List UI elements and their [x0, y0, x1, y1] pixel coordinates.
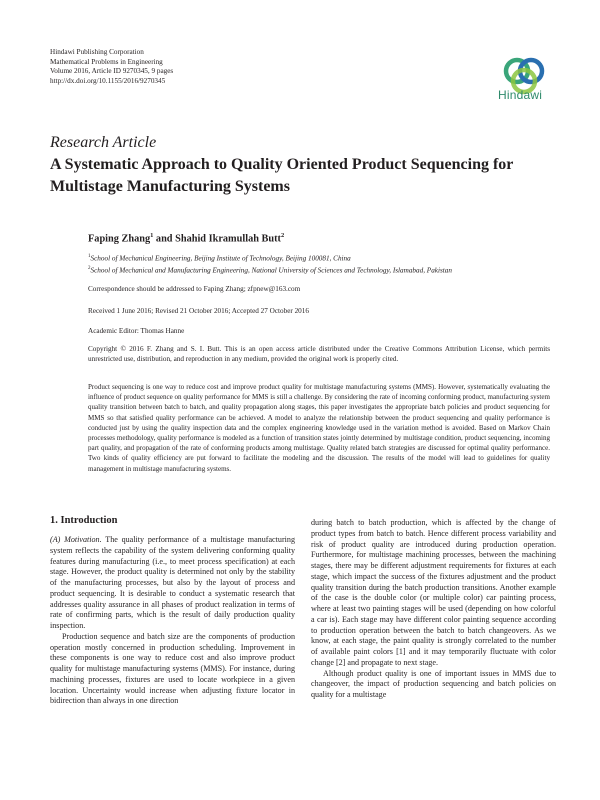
- left-column: [50, 535, 295, 707]
- volume-line: Volume 2016, Article ID 9270345, 9 pages: [50, 67, 174, 76]
- author-list: [88, 232, 284, 244]
- correspondence: Correspondence should be addressed to Faping Zhang; zfpnew@163.com: [88, 285, 301, 293]
- author-connector: and: [153, 233, 176, 245]
- copyright-notice: Copyright © 2016 F. Zhang and S. I. Butt. This is an open access article distributed under the Creative Commons Attribution License, which permits unrestricted use, distribution, and reproduction in any medium, provided the original work is properly cited.: [88, 345, 550, 364]
- journal-header: [50, 48, 173, 86]
- author-name: Shahid Ikramullah Butt: [175, 233, 281, 245]
- hindawi-wordmark: Hindawi: [498, 88, 543, 102]
- paragraph: during batch to batch production, which is affected by the change of product types from batch to batch. Hence different process variability and risk of product quality are introduced during production operation. Furthermore, for multistage machining processes, between the machining stages, there may be different adjustment requirements for fixtures at each stage, which impact the success of the fixtures adjustment and the product quality transition during the batch production transitions. Another example of the case is the double color (or multiple color) car painting process, where at least two painting stages will be used (depending on how colorful a car is). Each stage may have different color painting sequence according to production operation between the batch to batch changeovers. As we know, at each stage, the paint quality is strongly correlated to the number of available paint colors [1] and it may temporarily fluctuate with color change [2] and propagate to next stage.: [311, 518, 556, 667]
- article-type: Research Article: [50, 134, 157, 151]
- affiliation-text: School of Mechanical and Manufacturing Engineering, National University of Sciences and Technology, Islamabad, Pakistan: [90, 266, 452, 275]
- right-column: [311, 518, 556, 701]
- publisher-line: Hindawi Publishing Corporation: [50, 48, 144, 56]
- affiliation-item: [88, 264, 550, 276]
- affiliation-marker: 1: [88, 254, 91, 259]
- paragraph: Although product quality is one of important issues in MMS due to changeover, the impact of production sequencing and batch policies on quality for a multistage: [311, 668, 556, 699]
- submission-dates: Received 1 June 2016; Revised 21 October 2016; Accepted 27 October 2016: [88, 307, 309, 315]
- section-heading: 1. Introduction: [50, 515, 118, 526]
- paper-title: A Systematic Approach to Quality Oriented Product Sequencing for Multistage Manufacturing Systems: [50, 156, 514, 195]
- affiliation-marker: 2: [280, 232, 285, 239]
- affiliation-item: [88, 252, 550, 264]
- journal-line: Mathematical Problems in Engineering: [50, 57, 163, 66]
- affiliation-marker: 2: [88, 265, 91, 271]
- paragraph: [50, 535, 295, 632]
- academic-editor: Academic Editor: Thomas Hanne: [88, 327, 185, 335]
- paragraph: Production sequence and batch size are the components of production operation mostly concerned in production scheduling. Improvement in these components is one way to reduce cost and also improve product quality for multistage manufacturing systems (MMS). For instance, during machining processes, fixtures are used to locate workpiece in a given location. Uncertainty would increase when adjusting fixture locator in bidirection than always in one direction: [50, 631, 295, 706]
- author-name: Faping Zhang: [88, 233, 151, 245]
- affiliation-marker: 1: [150, 232, 154, 239]
- paragraph-text: The quality performance of a multistage manufacturing system reflects the capability of the system delivering conforming quality features during manufacturing (i.e., to meet process specification) at each stage. However, the product quality is determined not only by the stability of the manufacturing processes, but also by the layout of process and product sequencing. It is desirable to conduct a systematic research that addresses quality assurance in all phases of product realization in terms of rate of confirming parts, which is the result of daily production quality inspection.: [50, 535, 295, 630]
- motivation-label: (A) Motivation.: [50, 535, 102, 544]
- abstract: Product sequencing is one way to reduce cost and improve product quality for multistage manufacturing systems (MMS). However, systematically evaluating the influence of product sequence on quality performance for MMS is still a challenge. By considering the rate of incoming conforming product, manufacturing system quality transition between batch to batch, and quality propagation along stages, this paper investigates the appropriate batch policies and product sequencing for MMS so that satisfied quality performance can be achieved. A model to analyze the relationship between the product sequencing and quality performance is conducted just by using the quality inspection data and the complex engineering knowledge used in the variation method is avoided. Based on Markov Chain processes methodology, quality performance is modeled as a function of transition states jointly determined by multistage condition, product sequencing, incoming part quality, and propagation of the rate of conforming products among multistage. Quality related batch strategies are discussed for optimal quality performance. Two kinds of quality efficiency are put forward to facilitate the modeling and the discussion. The results of the model will lead to guidelines for quality management in multistage manufacturing systems.: [88, 383, 550, 473]
- affiliations: [88, 252, 550, 276]
- affiliation-text: School of Mechanical Engineering, Beijing Institute of Technology, Beijing 100081, China: [90, 254, 351, 263]
- doi-link[interactable]: http://dx.doi.org/10.1155/2016/9270345: [50, 76, 166, 85]
